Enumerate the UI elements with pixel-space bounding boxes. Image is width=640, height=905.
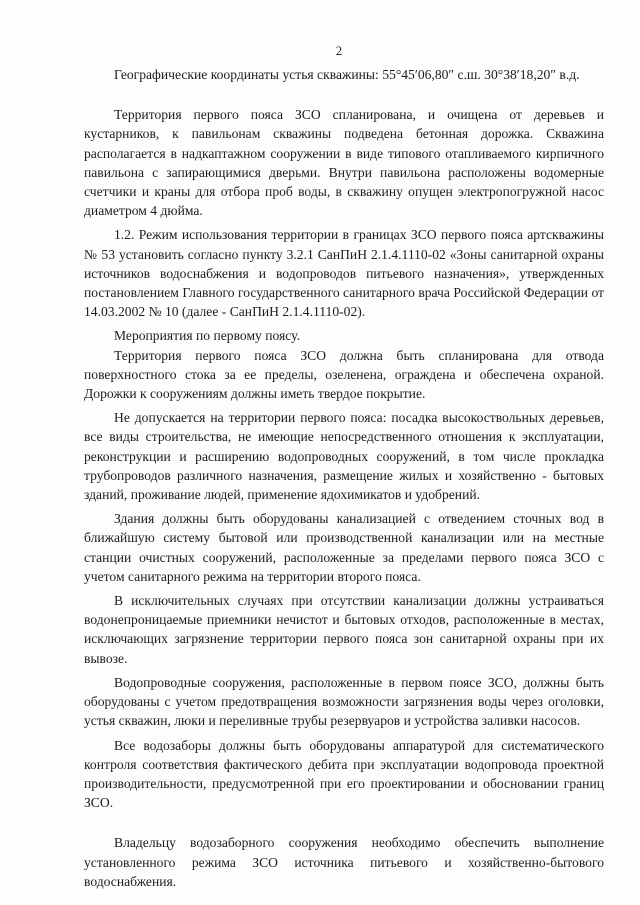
paragraph-measures-heading: Мероприятия по первому поясу. bbox=[114, 328, 300, 344]
paragraph-planning: Территория первого пояса ЗСО должна быть спланирована для отвода поверхностного стока за ее пределы, озеленена, ограждена и обеспечена охраной. Дорожки к сооружениям должны иметь твердое покрытие. bbox=[84, 347, 604, 402]
paragraph-territory-description: Территория первого пояса ЗСО спланирована, и очищена от деревьев и кустарников, к павильонам скважины подведена бетонная дорожка. Скважина располагается в надкаптажном сооружении в виде типового отапливаемого кирпичного павильона с запирающимися дверьми. Внутри павильона расположены водомерные счетчики и краны для отбора проб воды, в скважину опущен электропогружной насос диаметром 4 дюйма. bbox=[84, 107, 604, 219]
paragraph-owner-duty: Владельцу водозаборного сооружения необходимо обеспечить выполнение установленного режима ЗСО источника питьевого и хозяйственно-бытового водоснабжения. bbox=[84, 835, 604, 889]
paragraph-water-intakes: Все водозаборы должны быть оборудованы аппаратурой для систематического контроля соответствия фактического дебита при эксплуатации водопровода проектной производительности, предусмотренной при его проектировании и обосновании границ ЗСО. bbox=[84, 737, 604, 811]
paragraph-exceptional-cases: В исключительных случаях при отсутствии канализации должны устраиваться водонепроницаемые приемники нечистот и бытовых отходов, расположенные в местах, исключающих загрязнение территории первого пояса зон санитарной охраны при их вывозе. bbox=[84, 593, 604, 666]
paragraph-coordinates: Географические координаты устья скважины: 55°45′06,80″ с.ш. 30°38′18,20″ в.д. bbox=[114, 67, 580, 82]
paragraph-sewerage: Здания должны быть оборудованы канализацией с отведением сточных вод в ближайшую систему бытовой или производственной канализации или на местные станции очистных сооружений, расположенные за пределами первого пояса ЗСО с учетом санитарного режима на территории второго пояса. bbox=[84, 511, 604, 584]
paragraph-regime-1-2: 1.2. Режим использования территории в границах ЗСО первого пояса артскважины № 53 установить согласно пункту 3.2.1 СанПиН 2.1.4.1110-02 «Зоны санитарной охраны источников водоснабжения и водопроводов питьевого назначения», утвержденных постановлением Главного государственного санитарного врача Российской Федерации от 14.03.2002 № 10 (далее - СанПиН 2.1.4.1110-02). bbox=[84, 227, 604, 320]
paragraph-water-structures: Водопроводные сооружения, расположенные в первом поясе ЗСО, должны быть оборудованы с учетом предотвращения возможности загрязнения воды через оголовки, устья скважин, люки и переливные трубы резервуаров и устройства заливки насосов. bbox=[84, 674, 604, 729]
paragraph-prohibitions: Не допускается на территории первого пояса: посадка высокоствольных деревьев, все виды строительства, не имеющие непосредственного отношения к эксплуатации, реконструкции и расширению водопроводных сооружений, в том числе прокладка трубопроводов различного назначения, размещение жилых и хозяйственно - бытовых зданий, проживание людей, применение ядохимикатов и удобрений. bbox=[84, 410, 604, 503]
page-number: 2 bbox=[335, 44, 343, 58]
